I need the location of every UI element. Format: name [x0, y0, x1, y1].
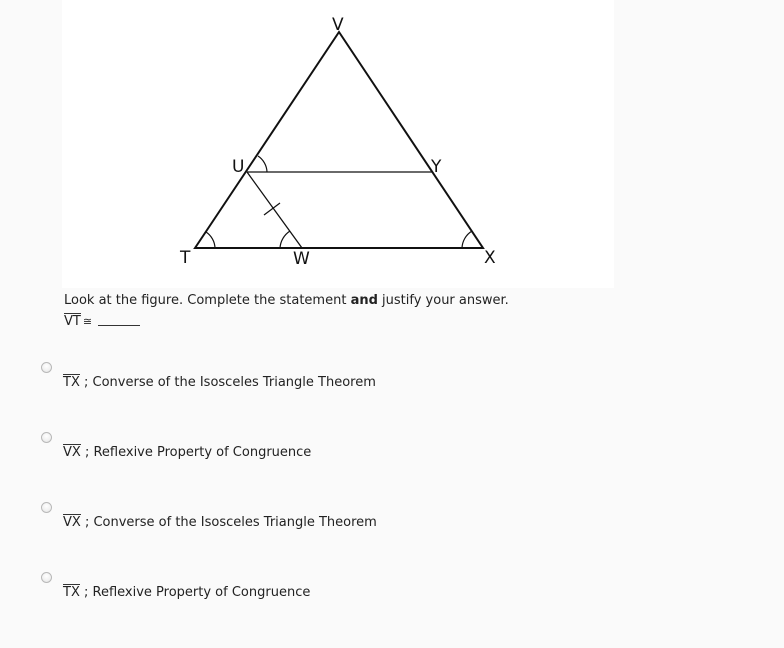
vertex-label-t: T [180, 248, 191, 268]
triangle-tvx [195, 32, 483, 248]
triangle-diagram [62, 0, 614, 288]
congruence-statement [64, 313, 140, 330]
angle-arc-t [206, 232, 215, 248]
radio-button-4[interactable] [41, 572, 52, 583]
statement-segment: VT [64, 314, 81, 329]
option-segment-3: VX [63, 515, 81, 530]
option-segment-4: TX [63, 585, 80, 600]
answer-option-4[interactable] [40, 572, 560, 608]
option-segment-1: TX [63, 375, 80, 390]
option-text-1: ; Converse of the Isosceles Triangle Theorem [84, 375, 376, 390]
geometry-figure [62, 0, 614, 288]
question-bold: and [350, 293, 378, 308]
vertex-label-x: X [484, 248, 496, 268]
option-label-4 [63, 584, 310, 601]
vertex-label-y: Y [431, 157, 442, 177]
option-label-1 [63, 374, 376, 391]
angle-arc-x [462, 231, 472, 248]
vertex-label-v: V [332, 15, 344, 35]
radio-button-2[interactable] [41, 432, 52, 443]
option-text-3: ; Converse of the Isosceles Triangle Theorem [84, 515, 377, 530]
question-prompt [64, 292, 509, 309]
vertex-label-u: U [232, 157, 245, 177]
option-text-2: ; Reflexive Property of Congruence [84, 445, 312, 460]
option-label-2 [63, 444, 311, 461]
answer-option-1[interactable] [40, 362, 560, 398]
answer-option-2[interactable] [40, 432, 560, 468]
option-segment-2: VX [63, 445, 81, 460]
question-suffix: justify your answer. [377, 293, 509, 308]
angle-arc-u [258, 156, 267, 172]
option-label-3 [63, 514, 377, 531]
option-text-4: ; Reflexive Property of Congruence [84, 585, 311, 600]
question-prefix: Look at the figure. Complete the statement [64, 293, 351, 308]
answer-blank [98, 317, 140, 326]
angle-arc-w [280, 231, 290, 248]
segment-uw [247, 172, 302, 248]
answer-option-3[interactable] [40, 502, 560, 538]
vertex-label-w: W [293, 249, 310, 269]
congruence-symbol: ≅ [82, 315, 93, 328]
radio-button-3[interactable] [41, 502, 52, 513]
radio-button-1[interactable] [41, 362, 52, 373]
